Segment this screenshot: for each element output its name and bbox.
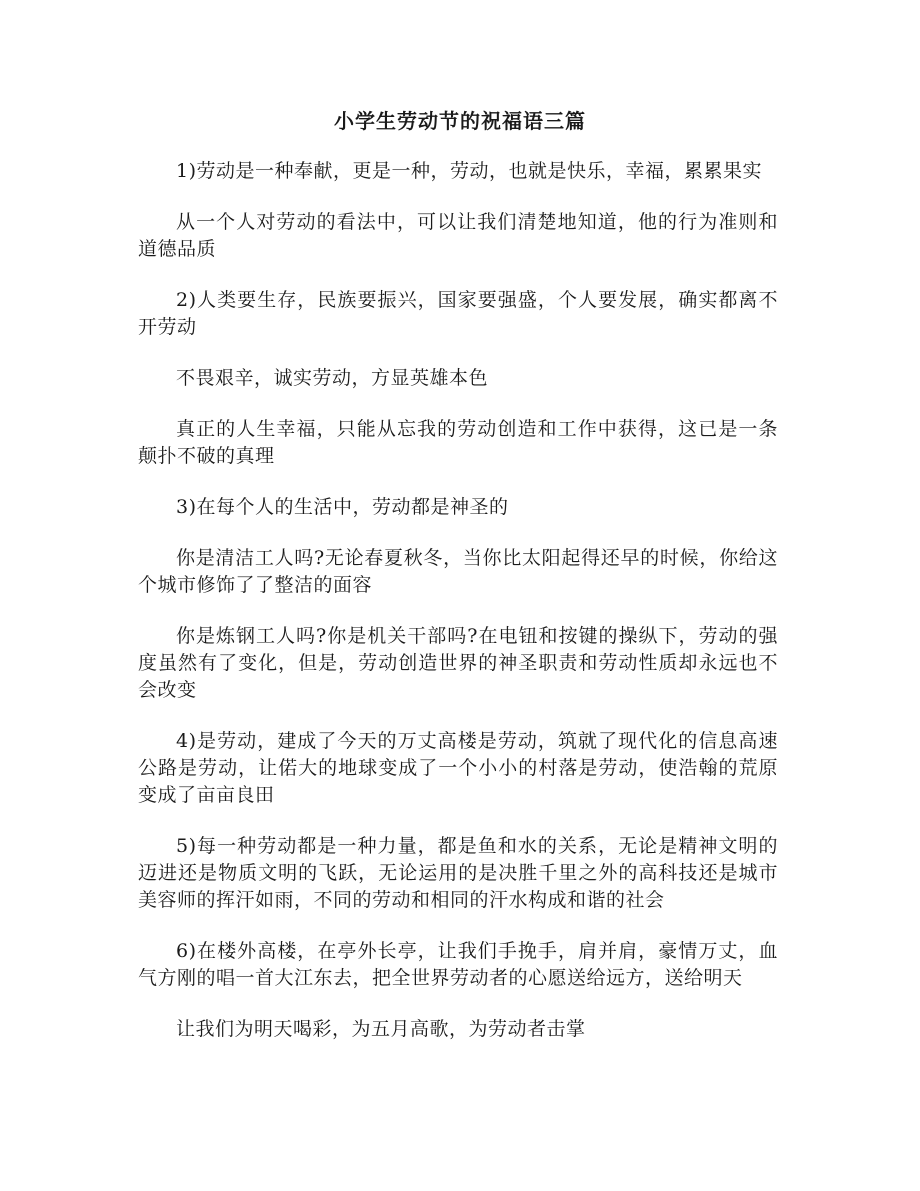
paragraph: 5)每一种劳动都是一种力量，都是鱼和水的关系，无论是精神文明的迈进还是物质文明的飞跃，无论运用的是决胜千里之外的高科技还是城市美容师的挥汗如雨，不同的劳动和相同的汗水构成和谐的社会: [138, 835, 778, 911]
paragraph: 2)人类要生存，民族要振兴，国家要强盛，个人要发展，确实都离不开劳动: [138, 289, 778, 338]
paragraph: 不畏艰辛，诚实劳动，方显英雄本色: [176, 367, 489, 389]
paragraph: 4)是劳动，建成了今天的万丈高楼是劳动，筑就了现代化的信息高速公路是劳动，让偌大的地球变成了一个小小的村落是劳动，使浩翰的荒原变成了亩亩良田: [138, 730, 778, 806]
paragraph: 真正的人生幸福，只能从忘我的劳动创造和工作中获得，这已是一条颠扑不破的真理: [138, 418, 778, 467]
paragraph: 从一个人对劳动的看法中，可以让我们清楚地知道，他的行为准则和道德品质: [138, 211, 778, 260]
paragraph: 让我们为明天喝彩，为五月高歌，为劳动者击掌: [176, 1018, 586, 1040]
paragraph: 你是清洁工人吗?无论春夏秋冬，当你比太阳起得还早的时候，你给这个城市修饰了了整洁的面容: [138, 547, 778, 596]
paragraph: 6)在楼外高楼，在亭外长亭，让我们手挽手，肩并肩，豪情万丈，血气方刚的唱一首大江东去，把全世界劳动者的心愿送给远方，送给明天: [138, 940, 778, 989]
document-title: 小学生劳动节的祝福语三篇: [334, 109, 586, 133]
paragraph: 1)劳动是一种奉献，更是一种，劳动，也就是快乐，幸福，累累果实: [176, 160, 763, 182]
document-body: [138, 158, 778, 1067]
paragraph: 你是炼钢工人吗?你是机关干部吗?在电钮和按键的操纵下，劳动的强度虽然有了变化，但是，劳动创造世界的神圣职责和劳动性质却永远也不会改变: [138, 625, 778, 701]
paragraph: 3)在每个人的生活中，劳动都是神圣的: [176, 496, 509, 518]
